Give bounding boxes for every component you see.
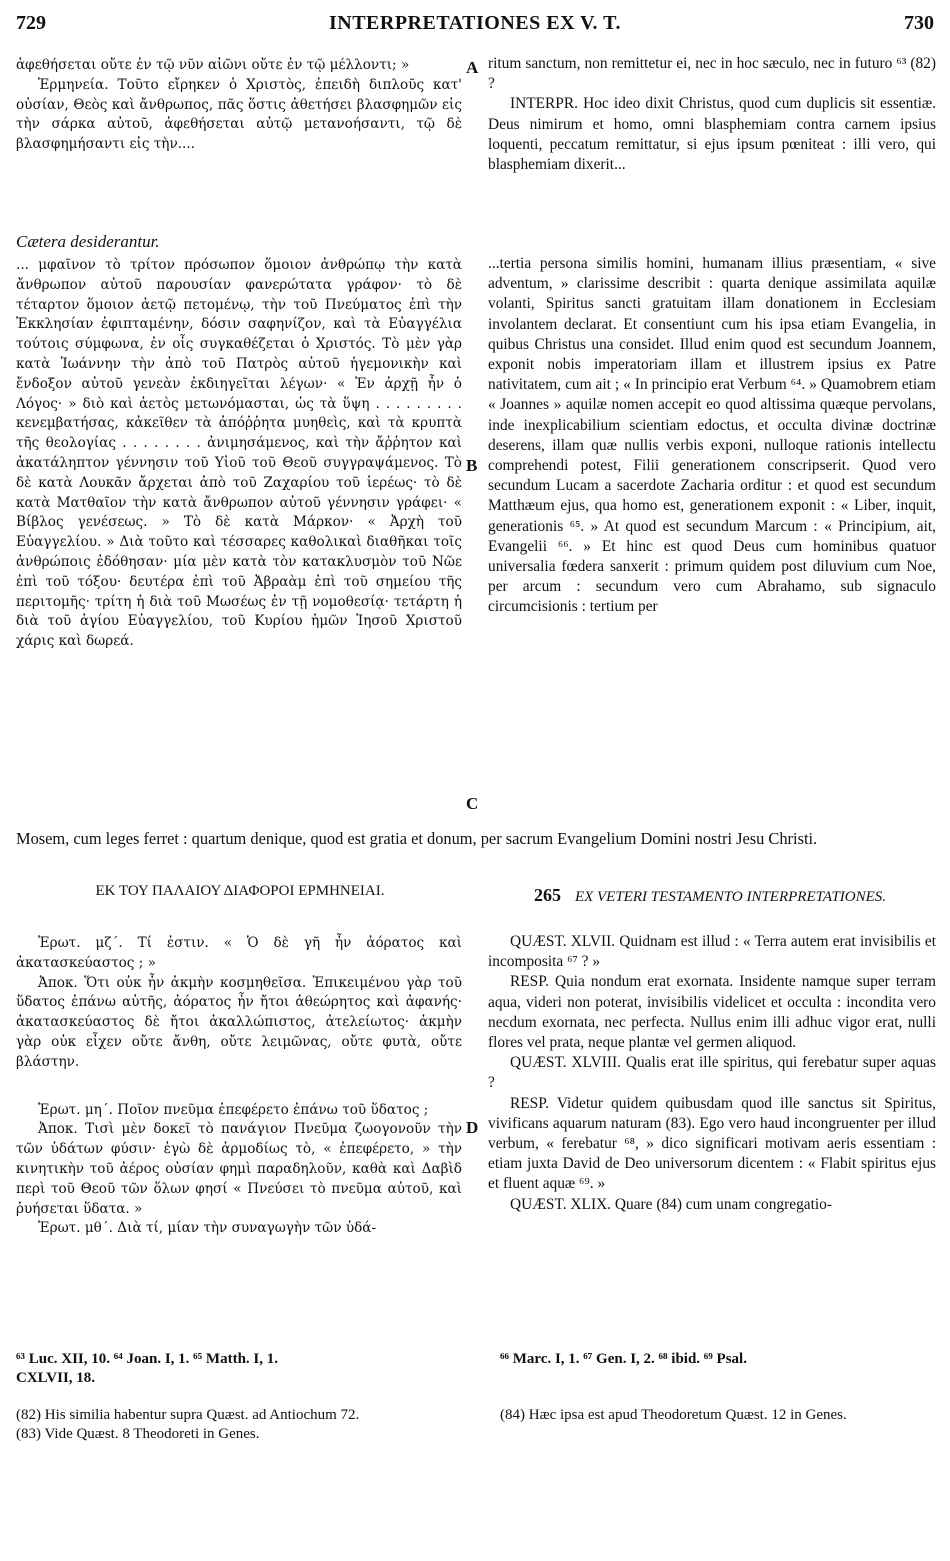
margin-letter-d: D [466,1118,479,1137]
latin-paragraph: ...tertia persona similis homini, humanam illius præsentiam, « sive adventum, » clarissime describit : quarta denique assimilata aquilæ volanti, Spiritus sancti gratuitam illam donationem in Ecclesiam involantem declarat. Et consentiunt cum his ipsa etiam Evangelia, in quibus Christus una considet. Illud enim quod est secundum Joannem, exponit nobis imperatoriam illam et illustrem ipsius ex Patre nativitatem, cum ait ; « In principio erat Verbum ⁶⁴. » Quamobrem etiam « Joannes » aquilæ nomen accepit eo quod altissima quæque pervolans, inde inexplicabilium scientiam edoctus, et occulta divinæ doctrinæ deserens, illam quæ nullis verbis exponi, nulloque rationis intellectu comprehendi potest, Filii generationem conscripserit. Quod vero secundum Lucam a sacerdote Zacharia orditur : et quod est secundum Matthæum ejus, qua homo est, generationem exponit : « Liber, inquit, generationis ⁶⁵. » At quod est secundum Marcum : « Principium, ait, Evangelii ⁶⁶. » Et hinc est quod Deus cum hominibus quatuor universalia fœdera sanxerit : primum quidem post diluvium cum Noe, per arcum : secundum vero cum Abrahamo, sub signaculo circumcisionis : tertium per [488,255,936,616]
latin-paragraph: INTERPR. Hoc ideo dixit Christus, quod cum duplicis sit essentiæ. Deus nimirum et homo, omni blasphemiam contra carnem ipsius loquenti, peccatum remittatur, si ejus ipsum pœniteat : illi vero, qui blasphemiam dixerit... [488,95,936,174]
latin-answer: RESP. Quia nondum erat exornata. Insidente namque super terram aqua, videri non poterat, invisibilis videlicet et occulta : incondita vero necdum exornata, nec perfecta. Nullus enim illi adhuc vigor erat, nulli flores vel prata, neque plantæ vel germen aliquod. [488,973,936,1052]
greek-paragraph: Ἑρμηνεία. Τοῦτο εἴρηκεν ὁ Χριστὸς, ἐπειδὴ διπλοῦς κατ' οὐσίαν, Θεὸς καὶ ἄνθρωπος, πᾶς ὅστις ἀθετήσει βλασφημῶν εἰς τὴν σάρκα αὐτοῦ, ἀφεθήσεται αὐτῷ μετανοήσαντι, τῷ δὲ βλασφημήσαντι εἰς τὴν.... [16,76,462,153]
margin-letter-c: C [466,794,479,813]
latin-column-middle [488,254,936,618]
latin-question: QUÆST. XLVIII. Qualis erat ille spiritus, qui ferebatur super aquas ? [488,1054,936,1092]
footnote-82: (82) His similia habentur supra Quæst. ad Antiochum 72. [16,1407,360,1423]
greek-answer: Ἀποκ. Ὅτι οὐκ ἦν ἀκμὴν κοσμηθεῖσα. Ἐπικειμένου γὰρ τοῦ ὕδατος ἐπάνω αὐτῆς, ἀόρατος ἦν ἤτοι ἀθεώρητος καὶ ἀφανής· ἀκατασκεύαστος δὲ ἤτοι ἀκαλλώπιστος, ἀτελείωτος· ἀκμὴν γὰρ οὐκ εἶχεν οὔτε ἄνθη, οὔτε λειμῶνας, οὔτε φυτὰ, οὔτε βλάστην. [16,974,462,1070]
scripture-refs-line: ⁶³ Luc. XII, 10. ⁶⁴ Joan. I, 1. ⁶⁵ Matth. I, 1. [16,1351,279,1367]
greek-question: Ἐρωτ. μη΄. Ποῖον πνεῦμα ἐπεφέρετο ἐπάνω τοῦ ὕδατος ; [38,1101,429,1118]
greek-column-lower [16,934,462,1239]
page-number-right: 730 [904,12,934,34]
greek-column-top [16,56,462,155]
footnote-84: (84) Hæc ipsa est apud Theodoretum Quæst. 12 in Genes. [500,1407,847,1423]
latin-column-top [488,54,936,175]
footnotes-right [500,1406,936,1425]
latin-column-lower [488,932,936,1215]
greek-column-middle [16,256,462,652]
footnotes-left [16,1406,462,1444]
greek-paragraph: ... μφαῖνον τὸ τρίτον πρόσωπον ὅμοιον ἀνθρώπῳ τὴν κατὰ ἄνθρωπον αὐτοῦ παρουσίαν φανερώτατα γράφον· τὸ δὲ τέταρτον ὅμοιον ἀετῷ πετομένῳ, τὴν τοῦ Πνεύματος ἐπὶ τὴν Ἐκκλησίαν ἐφιπταμένην, δόσιν σαφηνίζον, καὶ τὰ Εὐαγγέλια τούτοις σύμφωνα, ἐν οἷς συγκαθέζεται ὁ Χριστός. Τὸ μὲν γὰρ κατὰ Ἰωάννην τὴν ἀπὸ τοῦ Πατρὸς αὐτοῦ ἡγεμονικὴν καὶ ἔνδοξον αὐτοῦ γενεὰν ἐκδιηγεῖται λέγων· « Ἐν ἀρχῇ ἦν ὁ Λόγος· » διὸ καὶ ἀετὸς μετωνόμασται, ὡς τὰ ὕψη . . . . . . . . . κενεμβατήσας, κἀκεῖθεν τὰ ἀπόῤῥητα μυηθεὶς, καὶ τὰ κρυπτὰ τῆς θεολογίας . . . . . . . . ἀνιμησάμενος, καὶ τὴν ἄῤῥητον καὶ ἀκατάληπτον γέννησιν τοῦ Υἱοῦ τοῦ Θεοῦ συγγραψάμενος. Τὸ δὲ κατὰ Λουκᾶν ἄρχεται ἀπὸ τοῦ Ζαχαρίου τοῦ ἱερέως· τὸ δὲ κατὰ Ματθαῖον τὴν κατὰ ἄνθρωπον αὐτοῦ γέννησιν γράφει· « Βίβλος γενέσεως. » Τὸ δὲ κατὰ Μάρκον· « Ἀρχὴ τοῦ Εὐαγγελίου. » Διὰ τοῦτο καὶ τέσσαρες καθολικαὶ διαθῆκαι τοῖς ἀνθρώποις ἐδόθησαν· μία μὲν κατὰ τὸν κατακλυσμὸν τοῦ Νῶε ἐπὶ τοῦ τόξου· δευτέρα ἐπὶ τοῦ Ἀβραὰμ ἐπὶ τοῦ σημείου τῆς περιτομῆς· τρίτη ἡ διὰ τοῦ Μωσέως ἐν τῇ νομοθεσίᾳ· τετάρτη ἡ διὰ τοῦ ἁγίου Εὐαγγελίου, τοῦ Κυρίου ἡμῶν Ἰησοῦ Χριστοῦ χάρις καὶ δωρεά. [16,257,462,650]
running-title: INTERPRETATIONES EX V. T. [328,12,622,34]
scripture-refs-line: CXLVII, 18. [16,1370,96,1386]
margin-letter-b: B [466,456,478,475]
scripture-refs-right [500,1350,936,1369]
latin-section-title [500,886,920,906]
desiderantur-note: Cætera desiderantur. [16,232,160,251]
latin-section-title-text: EX VETERI TESTAMENTO INTERPRETATIONES. [574,889,887,905]
latin-question: QUÆST. XLIX. Quare (84) cum unam congregatio- [510,1195,832,1213]
fullwidth-latin-continuation: Mosem, cum leges ferret : quartum denique, quod est gratia et donum, per sacrum Evangelium Domini nostri Jesu Christi. [16,829,818,848]
greek-answer: Ἀποκ. Τισὶ μὲν δοκεῖ τὸ πανάγιον Πνεῦμα ζωογονοῦν τὴν τῶν ὑδάτων φύσιν· ἐγὼ δὲ ἁρμοδίως τὸ, « ἐπεφέρετο, » τὴν κινητικὴν τοῦ ἀέρος οὐσίαν φημὶ παραδηλοῦν, καθὰ καὶ Δαβὶδ περὶ τοῦ Θεοῦ τῶν ὅλων φησί « Πνεύσει τὸ πνεῦμα αὐτοῦ, καὶ ῥυήσεται ὕδατα. » [16,1121,462,1217]
latin-answer: RESP. Videtur quidem quibusdam quod ille sanctus sit Spiritus, vivificans aquarum naturam (83). Ego vero haud incongruenter per illud verbum, « ferebatur ⁶⁸, » dico significari motivam aeris essentiam : etiam juxta David de Deo universorum dicentem : « Flabit spiritus ejus et fluent aquæ ⁶⁹. » [488,1094,936,1193]
greek-section-title: ΕΚ ΤΟΥ ΠΑΛΑΙΟΥ ΔΙΑΦΟΡΟΙ ΕΡΜΗΝΕΙΑΙ. [95,883,385,899]
section-number: 265 [533,885,561,905]
greek-question: Ἐρωτ. μθ΄. Διὰ τί, μίαν τὴν συναγωγὴν τῶν ὑδά- [38,1220,377,1237]
margin-letter-a: A [466,58,479,77]
greek-question: Ἐρωτ. μζ΄. Τί ἐστιν. « Ὁ δὲ γῆ ἦν ἀόρατος καὶ ἀκατασκεύαστος ; » [16,935,462,971]
scripture-refs-left [16,1350,462,1388]
footnote-83: (83) Vide Quæst. 8 Theodoreti in Genes. [16,1426,260,1442]
latin-question: QUÆST. XLVII. Quidnam est illud : « Terra autem erat invisibilis et incomposita ⁶⁷ ? » [488,933,936,971]
greek-paragraph: ἀφεθήσεται οὔτε ἐν τῷ νῦν αἰῶνι οὔτε ἐν τῷ μέλλοντι; » [16,57,410,73]
scripture-refs-line: ⁶⁶ Marc. I, 1. ⁶⁷ Gen. I, 2. ⁶⁸ ibid. ⁶⁹ Psal. [500,1351,747,1367]
page-number-left: 729 [16,12,46,34]
latin-paragraph: ritum sanctum, non remittetur ei, nec in hoc sæculo, nec in futuro ⁶³ (82) ? [488,55,936,93]
